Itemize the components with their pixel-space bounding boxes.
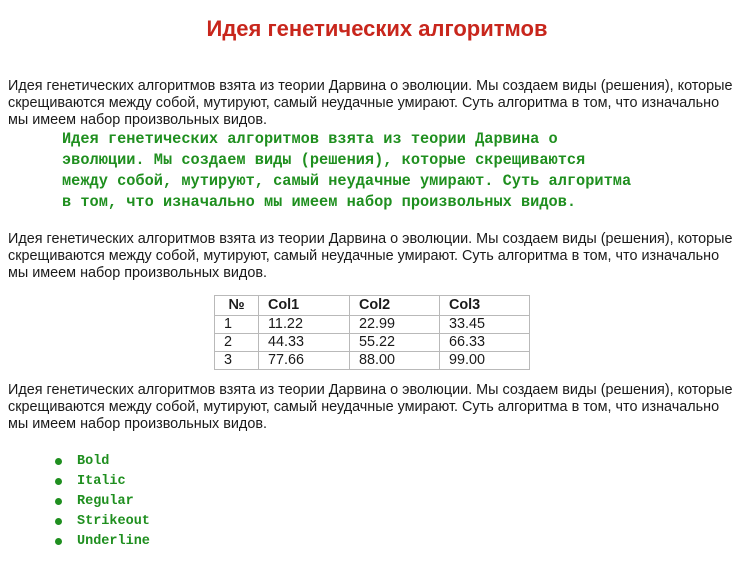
list-item (55, 472, 150, 492)
quote-line: между собой, мутируют, самый неудачные умирают. Суть алгоритма (62, 172, 632, 190)
list-item (55, 492, 150, 512)
quote-line: в том, что изначально мы имеем набор произвольных видов. (62, 193, 577, 211)
list-item (55, 452, 150, 472)
table-header-cell: Col1 (259, 296, 350, 316)
table-header-cell: № (215, 296, 259, 316)
list-item-label: Bold (77, 454, 110, 469)
quote-block (62, 129, 752, 213)
bullet-icon (55, 498, 62, 505)
list-item-label: Regular (77, 494, 134, 509)
data-table (214, 295, 530, 370)
bullet-icon (55, 458, 62, 465)
list-item-label: Strikeout (77, 514, 150, 529)
table-row (215, 352, 530, 370)
table-cell: 66.33 (440, 334, 530, 352)
table-header-cell: Col3 (440, 296, 530, 316)
table-cell: 88.00 (350, 352, 440, 370)
bullet-icon (55, 478, 62, 485)
table-cell: 55.22 (350, 334, 440, 352)
table-row (215, 334, 530, 352)
table-cell: 1 (215, 316, 259, 334)
table-header-row (215, 296, 530, 316)
paragraph-3: Идея генетических алгоритмов взята из теории Дарвина о эволюции. Мы создаем виды (решения), которые скрещиваются между собой, мутируют, самый неудачные умирают. Суть алгоритма в том, что изначально мы имеем набор произвольных видов. (8, 382, 733, 432)
table-row (215, 316, 530, 334)
quote-line: эволюции. Мы создаем виды (решения), которые скрещиваются (62, 151, 586, 169)
style-list (55, 452, 150, 552)
list-item-label: Underline (77, 534, 150, 549)
bullet-icon (55, 538, 62, 545)
table-cell: 33.45 (440, 316, 530, 334)
list-item-label: Italic (77, 474, 126, 489)
table-cell: 2 (215, 334, 259, 352)
table-cell: 77.66 (259, 352, 350, 370)
table-cell: 3 (215, 352, 259, 370)
bullet-icon (55, 518, 62, 525)
table-cell: 99.00 (440, 352, 530, 370)
table-cell: 44.33 (259, 334, 350, 352)
table-cell: 22.99 (350, 316, 440, 334)
list-item (55, 512, 150, 532)
table-header-cell: Col2 (350, 296, 440, 316)
list-item (55, 532, 150, 552)
paragraph-1: Идея генетических алгоритмов взята из теории Дарвина о эволюции. Мы создаем виды (решения), которые скрещиваются между собой, мутируют, самый неудачные умирают. Суть алгоритма в том, что изначально мы имеем набор произвольных видов. (8, 78, 733, 128)
quote-line: Идея генетических алгоритмов взята из теории Дарвина о (62, 130, 558, 148)
page-title: Идея генетических алгоритмов (206, 16, 548, 41)
table-cell: 11.22 (259, 316, 350, 334)
paragraph-2: Идея генетических алгоритмов взята из теории Дарвина о эволюции. Мы создаем виды (решения), которые скрещиваются между собой, мутируют, самый неудачные умирают. Суть алгоритма в том, что изначально мы имеем набор произвольных видов. (8, 231, 733, 281)
